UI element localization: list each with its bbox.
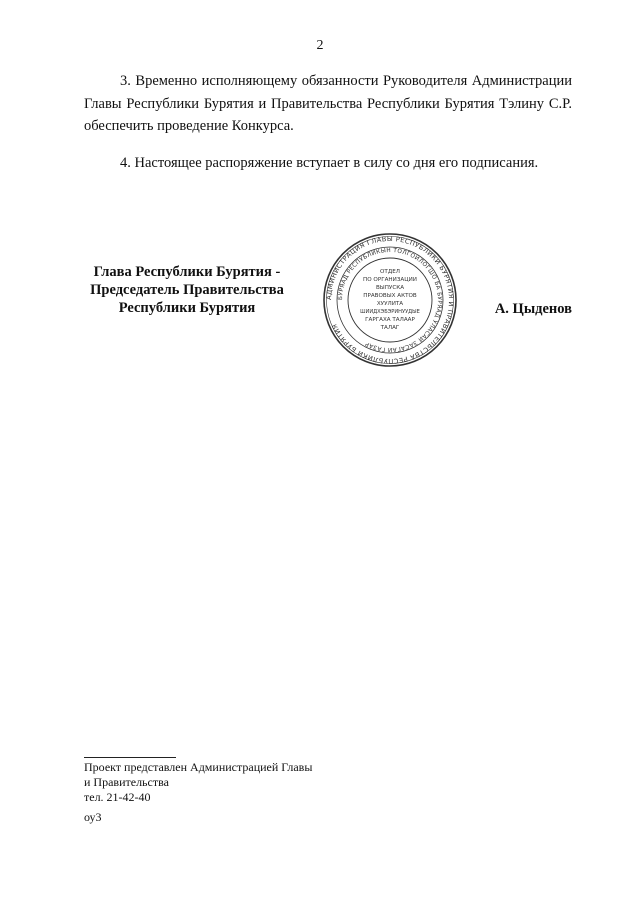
seal-center-line: ГАРГАХА ТАЛААР [365,317,415,323]
footnote-line: Проект представлен Администрацией Главы [84,760,313,774]
footnote [84,760,414,805]
signatory-title-line: Председатель Правительства [90,282,284,298]
signatory-title [84,263,290,317]
svg-text:АДМИНИСТРАЦИЯ ГЛАВЫ РЕСПУБЛИКИ [325,235,455,365]
official-seal [322,232,458,368]
paragraph-3: 3. Временно исполняющему обязанности Руководителя Администрации Главы Республики Бурятия и Правительства Республики Бурятия Тэлину С.Р. обеспечить проведение Конкурса. [84,73,572,134]
signatory-title-line: Республики Бурятия [118,300,256,316]
seal-center-line: ПРАВОВЫХ АКТОВ [363,293,417,299]
document-code: оу3 [84,810,102,824]
signatory-name: А. Цыденов [494,301,572,317]
seal-center-line: ПО ОРГАНИЗАЦИИ [363,277,417,283]
seal-center-line: ХУУЛИТА [376,301,404,307]
footnote-line: и Правительства [84,775,169,789]
seal-center-line: ШИИДХЭБЭРИНУУДЫЕ [360,309,420,315]
signatory-title-line: Глава Республики Бурятия - [93,264,281,280]
footnote-divider [84,757,176,758]
seal-inner-ring-text: БУРЯАД РЕСПУБЛИКЫН ТОЛГОЙЛОГШО БА БУРЯАД УЛАСАЙ ЗАСАГАЙ ГАЗАР [337,247,443,353]
seal-center-line: ВЫПУСКА [375,285,405,291]
footnote-line: тел. 21-42-40 [84,790,151,804]
seal-center-line: ТАЛАГ [380,325,400,331]
page-number: 2 [316,38,324,53]
seal-icon [322,232,458,368]
seal-outer-ring-text: АДМИНИСТРАЦИЯ ГЛАВЫ РЕСПУБЛИКИ БУРЯТИЯ И ПРАВИТЕЛЬСТВА РЕСПУБЛИКИ БУРЯТИЯ [324,234,456,366]
seal-center-line: ОТДЕЛ [380,269,400,275]
paragraph-4: 4. Настоящее распоряжение вступает в силу со дня его подписания. [120,154,539,171]
document-body [84,70,572,174]
